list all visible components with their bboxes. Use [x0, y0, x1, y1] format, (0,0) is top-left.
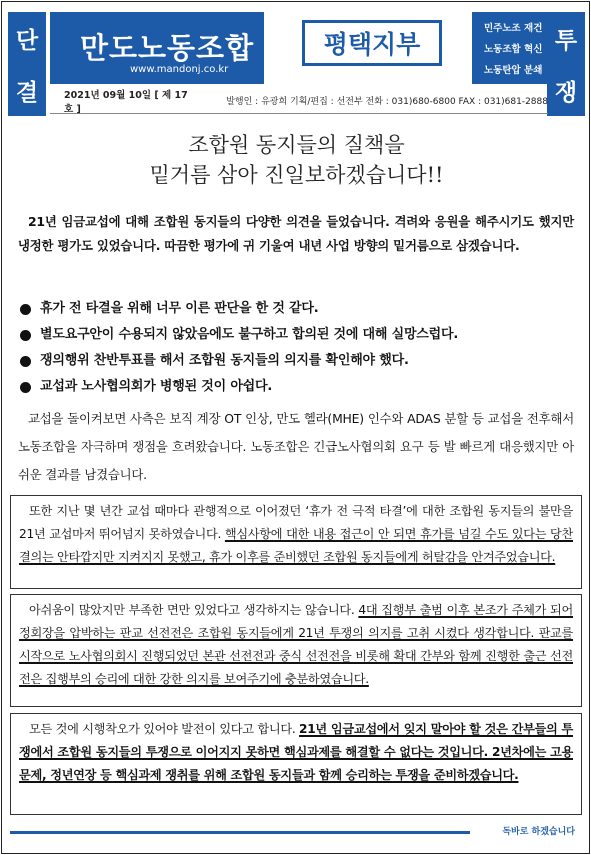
bullet-item	[20, 348, 580, 374]
footer-slogan: 독바로 하겠습니다	[502, 827, 575, 837]
newsletter-page	[1, 1, 590, 854]
side-right-char-1: 투	[554, 27, 578, 54]
intro-paragraph	[18, 210, 574, 258]
branch-name: 평택지부	[302, 20, 442, 66]
bullet-text: 쟁의행위 찬반투표를 해서 조합원 동지들의 의지를 확인해야 했다.	[40, 353, 409, 368]
bullet-dot-icon	[20, 382, 31, 393]
plain-text: 아쉬움이 많았지만 부족한 면만 있었다고 생각하지는 않습니다.	[29, 603, 359, 617]
slogan-item: 노동조합 혁신	[484, 43, 543, 55]
bullet-item	[20, 296, 580, 322]
slogan-item: 노동탄압 분쇄	[484, 65, 543, 77]
union-logo-block	[50, 12, 264, 84]
footer-divider	[10, 831, 470, 834]
bullet-dot-icon	[20, 304, 31, 315]
intro-text: 21년 임금교섭에 대해 조합원 동지들의 다양한 의견을 들었습니다. 격려와 응원을 해주시기도 했지만 냉정한 평가도 있었습니다. 따끔한 평가에 귀 기울여 내년 사업 방향의 밑거름으로 삼겠습니다.	[18, 214, 574, 253]
bullet-text: 휴가 전 타결을 위해 너무 이른 판단을 한 것 같다.	[40, 301, 319, 316]
slogan-list	[472, 12, 548, 84]
masthead-header	[6, 8, 587, 120]
boxed-paragraph-1	[10, 495, 582, 589]
bullet-item	[20, 322, 580, 348]
paragraph-text: 교섭을 돌이켜보면 사측은 보직 계장 OT 인상, 만도 헬라(MHE) 인수와 ADAS 분할 등 교섭을 전후해서 노동조합을 자극하며 쟁점을 흐려왔습니다. 노동조합은 긴급노사협의회 요구 등 발 빠르게 대응했지만 아쉬운 결과를 남겼습니다.	[18, 411, 574, 482]
publisher-info: 발행인 : 유광희 기획/편집 : 선전부 전화 : 031)680-6800 FAX : 031)681-2888	[226, 97, 548, 107]
plain-text: 또한 지난 몇 년간 교섭 때마다 관행적으로 이어졌던 ‘휴가 전 극적 타결’에 대한 조합원 동지들의 불만을 21년 교섭마저 뛰어넘지 못하였습니다.	[19, 504, 573, 541]
bullet-dot-icon	[20, 330, 31, 341]
union-url: www.mandonj.co.kr	[130, 64, 229, 75]
underlined-bold-text: 21년 임금교섭에서 잊지 말아야 할 것은 간부들의 투쟁에서 조합원 동지들의 투쟁으로 이어지지 못하면 핵심과제를 해결할 수 없다는 것입니다. 2년차에는 고용문제, 정년연장 등 핵심과제 쟁취를 위해 조합원 동지들과 함께 승리하는 투쟁을 준비하겠습니다.	[19, 722, 573, 782]
bullet-item	[20, 374, 580, 400]
plain-text: 모든 것에 시행착오가 있어야 발전이 있다고 합니다.	[29, 722, 300, 736]
side-left-char-1: 단	[15, 27, 39, 54]
union-name: 만도노동조합	[80, 31, 255, 65]
headline-line-1: 조합원 동지들의 질책을	[188, 133, 405, 157]
paragraph-text	[19, 718, 573, 787]
side-left-char-2: 결	[15, 79, 39, 106]
slogan-item: 민주노조 재건	[484, 22, 543, 34]
side-slogan-left	[8, 12, 46, 116]
boxed-paragraph-2	[10, 594, 582, 707]
paragraph-text	[19, 500, 573, 569]
side-right-char-2: 쟁	[554, 79, 578, 106]
paragraph-text	[19, 599, 573, 691]
issue-info-bar	[50, 88, 548, 114]
body-paragraph-1	[18, 405, 574, 489]
underlined-text: 4대 집행부 출범 이후 본조가 주체가 되어 정회장을 압박하는 판교 선전전은 조합원 동지들에게 21년 투쟁의 의지를 고취 시켰다 생각합니다. 판교를 시작으로 노사협의회시 진행되었던 본관 선전전과 중식 선전전을 비롯해 확대 간부와 함께 진행한 출근 선전전은 집행부의 승리에 대한 강한 의지를 보여주기에 충분하였습니다.	[19, 603, 573, 686]
underlined-text: 핵심사항에 대한 내용 접근이 안 되면 휴가를 넘길 수도 있다는 당찬 결의는 안타깝지만 지켜지지 못했고, 휴가 이후를 준비했던 조합원 동지들에게 허탈감을 안겨주었습니다.	[19, 527, 573, 564]
bullet-text: 교섭과 노사협의회가 병행된 것이 아쉽다.	[40, 379, 273, 394]
issue-date: 2021년 09월 10일 [ 제 17 호 ]	[64, 89, 188, 115]
headline	[2, 130, 591, 190]
bullet-dot-icon	[20, 356, 31, 367]
boxed-paragraph-3	[10, 713, 582, 815]
feedback-bullet-list	[20, 296, 580, 400]
bullet-text: 별도요구안이 수용되지 않았음에도 불구하고 합의된 것에 대해 실망스럽다.	[40, 327, 459, 342]
side-slogan-right	[547, 12, 585, 116]
headline-line-2: 밑거름 삼아 진일보하겠습니다!!	[149, 163, 444, 187]
